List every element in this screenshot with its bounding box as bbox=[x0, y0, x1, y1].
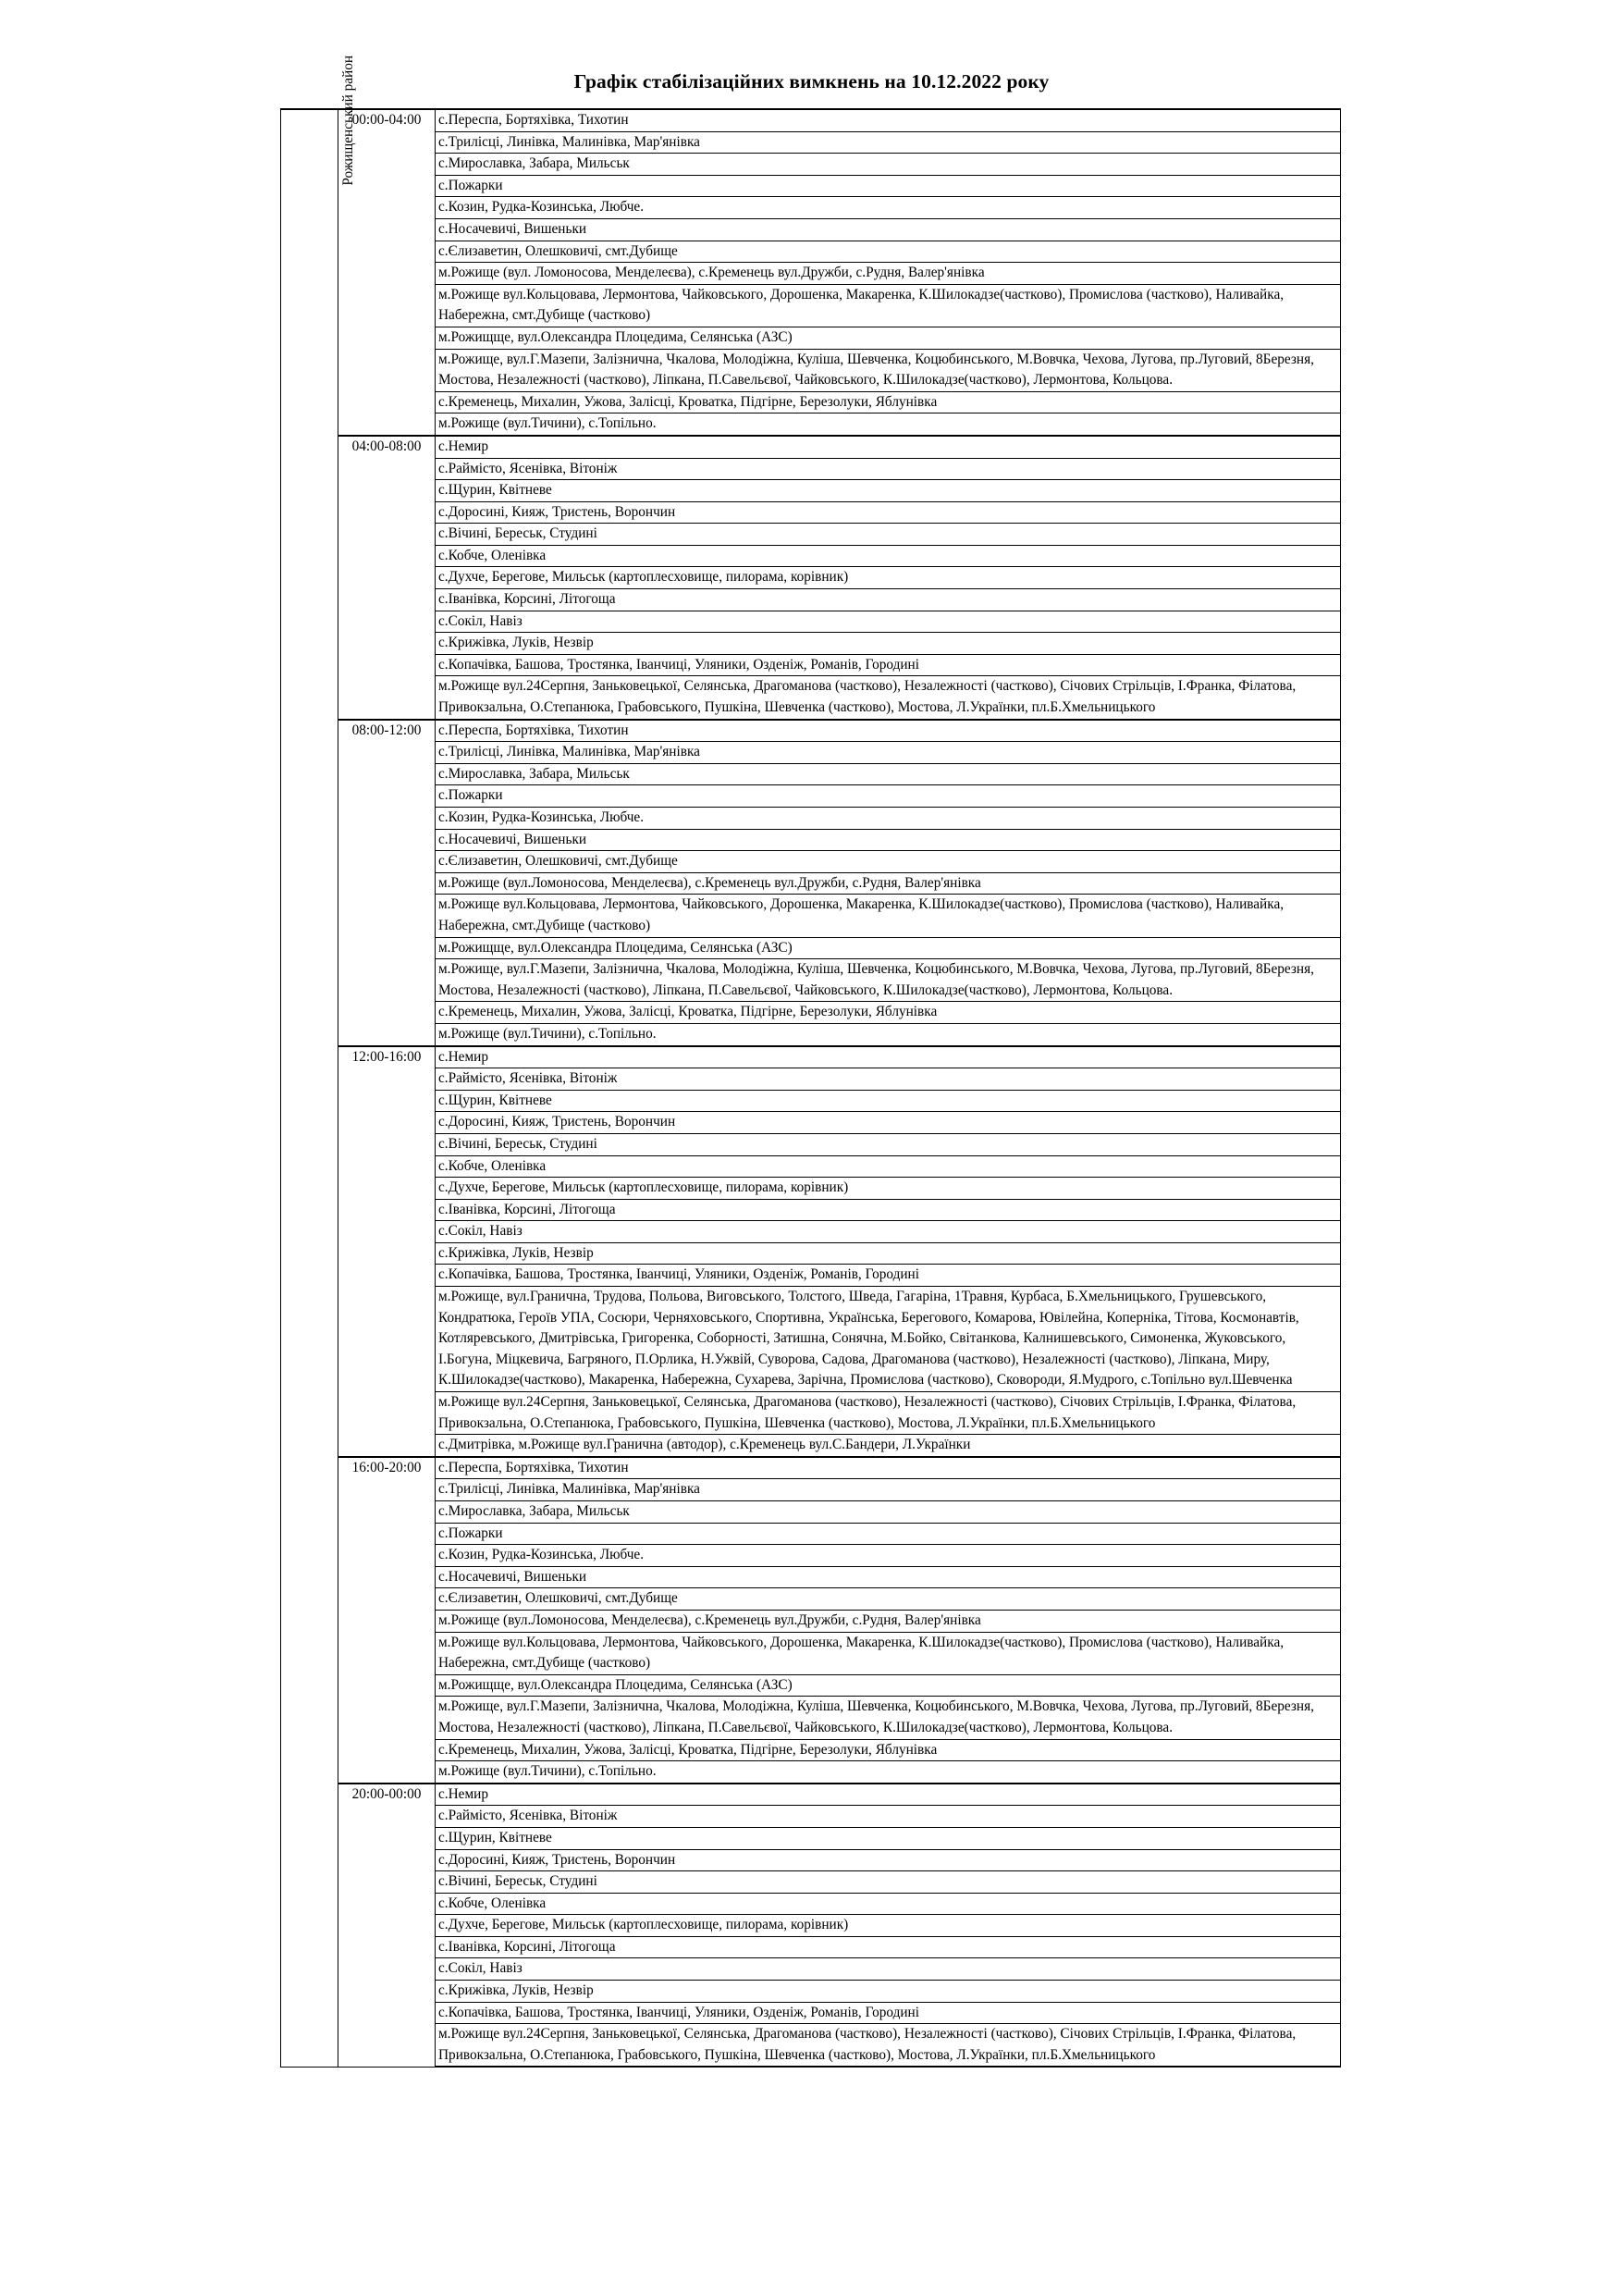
table-row bbox=[281, 720, 1341, 742]
locations-cell: с.Трилісці, Линівка, Малинівка, Мар'янівка bbox=[436, 742, 1341, 764]
table-row bbox=[281, 1435, 1341, 1457]
time-slot-cell: 08:00-12:00 bbox=[338, 720, 436, 1046]
table-row bbox=[281, 1068, 1341, 1091]
locations-cell: м.Рожище вул.Кольцовава, Лермонтова, Чайковського, Дорошенка, Макаренка, К.Шилокадзе(частково), Промислова (частково), Наливайка, Набережна, смт.Дубище (частково) bbox=[436, 1632, 1341, 1674]
locations-cell: с.Духче, Берегове, Мильськ (картоплесховище, пилорама, корівник) bbox=[436, 1178, 1341, 1200]
table-row bbox=[281, 480, 1341, 502]
locations-cell: м.Рожище вул.Кольцовава, Лермонтова, Чайковського, Дорошенка, Макаренка, К.Шилокадзе(частково), Промислова (частково), Наливайка, Набережна, смт.Дубище (частково) bbox=[436, 284, 1341, 327]
table-row bbox=[281, 895, 1341, 937]
locations-cell: с.Доросині, Кияж, Тристень, Ворончин bbox=[436, 1112, 1341, 1134]
locations-cell: с.Кременець, Михалин, Ужова, Залісці, Кроватка, Підгірне, Березолуки, Яблунівка bbox=[436, 1002, 1341, 1024]
time-slot-cell: 04:00-08:00 bbox=[338, 436, 436, 720]
locations-cell: с.Духче, Берегове, Мильськ (картоплесховище, пилорама, корівник) bbox=[436, 567, 1341, 589]
locations-cell: с.Сокіл, Навіз bbox=[436, 1221, 1341, 1243]
locations-cell: с.Раймісто, Ясенівка, Вітоніж bbox=[436, 1068, 1341, 1091]
table-row bbox=[281, 1178, 1341, 1200]
table-row bbox=[281, 349, 1341, 391]
table-row bbox=[281, 1133, 1341, 1155]
table-row bbox=[281, 2024, 1341, 2068]
table-row bbox=[281, 1761, 1341, 1784]
table-row bbox=[281, 1523, 1341, 1545]
locations-cell: с.Немир bbox=[436, 1046, 1341, 1068]
table-row bbox=[281, 414, 1341, 436]
table-row bbox=[281, 829, 1341, 851]
locations-cell: м.Рожище (вул.Ломоносова, Менделеєва), с.Кременець вул.Дружби, с.Рудня, Валер'янівка bbox=[436, 1610, 1341, 1632]
table-row bbox=[281, 109, 1341, 131]
locations-cell: с.Трилісці, Линівка, Малинівка, Мар'янівка bbox=[436, 1479, 1341, 1501]
locations-cell: с.Кременець, Михалин, Ужова, Залісці, Кроватка, Підгірне, Березолуки, Яблунівка bbox=[436, 1739, 1341, 1761]
locations-cell: с.Носачевичі, Вишеньки bbox=[436, 218, 1341, 241]
table-row bbox=[281, 218, 1341, 241]
locations-cell: с.Носачевичі, Вишеньки bbox=[436, 1566, 1341, 1588]
table-row bbox=[281, 1893, 1341, 1915]
table-row bbox=[281, 1827, 1341, 1849]
locations-cell: с.Іванівка, Корсині, Літогоща bbox=[436, 589, 1341, 611]
table-row bbox=[281, 1392, 1341, 1435]
locations-cell: м.Рожище, вул.Г.Мазепи, Залізнична, Чкалова, Молодіжна, Куліша, Шевченка, Коцюбинського, М.Вовчка, Чехова, Лугова, пр.Луговий, 8Березня, Мостова, Незалежності (частково), Ліпкана, П.Савельєвої, Чайковського, К.Шилокадзе(частково), Лермонтова, Кольцова. bbox=[436, 959, 1341, 1002]
table-row bbox=[281, 284, 1341, 327]
table-row bbox=[281, 1501, 1341, 1524]
locations-cell: с.Доросині, Кияж, Тристень, Ворончин bbox=[436, 501, 1341, 524]
table-row bbox=[281, 131, 1341, 154]
locations-cell: с.Єлизаветин, Олешковичі, смт.Дубище bbox=[436, 851, 1341, 873]
locations-cell: с.Сокіл, Навіз bbox=[436, 611, 1341, 633]
locations-cell: с.Носачевичі, Вишеньки bbox=[436, 829, 1341, 851]
locations-cell: с.Іванівка, Корсині, Літогоща bbox=[436, 1936, 1341, 1958]
table-row bbox=[281, 1287, 1341, 1392]
table-row bbox=[281, 1588, 1341, 1611]
table-row bbox=[281, 1632, 1341, 1674]
table-row bbox=[281, 611, 1341, 633]
locations-cell: с.Крижівка, Луків, Незвір bbox=[436, 1242, 1341, 1265]
table-row bbox=[281, 1221, 1341, 1243]
table-row bbox=[281, 1199, 1341, 1221]
table-row bbox=[281, 1806, 1341, 1828]
locations-cell: с.Трилісці, Линівка, Малинівка, Мар'янівка bbox=[436, 131, 1341, 154]
table-row bbox=[281, 567, 1341, 589]
locations-cell: с.Пожарки bbox=[436, 175, 1341, 197]
table-row bbox=[281, 1981, 1341, 2003]
table-row bbox=[281, 1871, 1341, 1894]
locations-cell: с.Козин, Рудка-Козинська, Любче. bbox=[436, 1545, 1341, 1567]
locations-cell: с.Єлизаветин, Олешковичі, смт.Дубище bbox=[436, 1588, 1341, 1611]
locations-cell: с.Щурин, Квітневе bbox=[436, 480, 1341, 502]
table-row bbox=[281, 937, 1341, 959]
table-row bbox=[281, 1936, 1341, 1958]
locations-cell: с.Доросині, Кияж, Тристень, Ворончин bbox=[436, 1849, 1341, 1871]
table-row bbox=[281, 197, 1341, 219]
table-row bbox=[281, 458, 1341, 480]
table-row bbox=[281, 391, 1341, 414]
time-slot-cell: 20:00-00:00 bbox=[338, 1784, 436, 2068]
locations-cell: с.Вічині, Береськ, Студині bbox=[436, 524, 1341, 546]
table-row bbox=[281, 1242, 1341, 1265]
locations-cell: с.Вічині, Береськ, Студині bbox=[436, 1871, 1341, 1894]
locations-cell: с.Копачівка, Башова, Тростянка, Іванчиці, Уляники, Озденіж, Романів, Городині bbox=[436, 654, 1341, 676]
table-row bbox=[281, 1958, 1341, 1981]
locations-cell: с.Щурин, Квітневе bbox=[436, 1827, 1341, 1849]
table-row bbox=[281, 763, 1341, 785]
locations-cell: м.Рожищще, вул.Олександра Плоцедима, Селянська (АЗС) bbox=[436, 327, 1341, 349]
district-cell bbox=[281, 55, 357, 2067]
table-row bbox=[281, 524, 1341, 546]
locations-cell: м.Рожище (вул.Тичини), с.Топільно. bbox=[436, 414, 1341, 436]
table-row bbox=[281, 589, 1341, 611]
locations-cell: м.Рожище, вул.Гранична, Трудова, Польова, Виговського, Толстого, Шведа, Гагаріна, 1Травня, Курбаса, Б.Хмельницького, Грушевського, Кондратюка, Героїв УПА, Сосюри, Черняховського, Спортивна, Українська, Берегового, Комарова, Ювілейна, Коперніка, Тітова, Космонавтів, Котляревського, Дмитрівська, Григоренка, Соборності, Затишна, Сонячна, М.Бойко, Світанкова, Калнишевського, Симоненка, Жуковського, І.Богуна, Міцкевича, Багряного, П.Орлика, Н.Ужвій, Суворова, Садова, Драгоманова (частково), Незалежності (частково), Ліпкана, Миру, К.Шилокадзе(частково), Макаренка, Набережна, Сухарева, Зарічна, Промислова (частково), Сковороди, Я.Мудрого, с.Топільно вул.Шевченка bbox=[436, 1287, 1341, 1392]
table-row bbox=[281, 742, 1341, 764]
locations-cell: м.Рожище, вул.Г.Мазепи, Залізнична, Чкалова, Молодіжна, Куліша, Шевченка, Коцюбинського, М.Вовчка, Чехова, Лугова, пр.Луговий, 8Березня, Мостова, Незалежності (частково), Ліпкана, П.Савельєвої, Чайковського, К.Шилокадзе(частково), Лермонтова, Кольцова. bbox=[436, 349, 1341, 391]
locations-cell: с.Переспа, Бортяхівка, Тихотин bbox=[436, 1457, 1341, 1479]
locations-cell: м.Рожище (вул.Ломоносова, Менделеєва), с.Кременець вул.Дружби, с.Рудня, Валер'янівка bbox=[436, 872, 1341, 895]
table-row bbox=[281, 241, 1341, 263]
table-row bbox=[281, 1457, 1341, 1479]
table-row bbox=[281, 327, 1341, 349]
table-row bbox=[281, 1849, 1341, 1871]
locations-cell: м.Рожище (вул.Тичини), с.Топільно. bbox=[436, 1023, 1341, 1045]
locations-cell: м.Рожищще, вул.Олександра Плоцедима, Селянська (АЗС) bbox=[436, 937, 1341, 959]
table-row bbox=[281, 654, 1341, 676]
table-row bbox=[281, 1023, 1341, 1045]
table-row bbox=[281, 1002, 1341, 1024]
locations-cell: с.Переспа, Бортяхівка, Тихотин bbox=[436, 109, 1341, 131]
locations-cell: с.Копачівка, Башова, Тростянка, Іванчиці, Уляники, Озденіж, Романів, Городині bbox=[436, 1265, 1341, 1287]
locations-cell: с.Сокіл, Навіз bbox=[436, 1958, 1341, 1981]
locations-cell: с.Крижівка, Луків, Незвір bbox=[436, 1981, 1341, 2003]
table-row bbox=[281, 1566, 1341, 1588]
table-row bbox=[281, 676, 1341, 720]
locations-cell: с.Іванівка, Корсині, Літогоща bbox=[436, 1199, 1341, 1221]
locations-cell: с.Кобче, Оленівка bbox=[436, 545, 1341, 567]
table-row bbox=[281, 1155, 1341, 1178]
locations-cell: м.Рожище вул.24Серпня, Заньковецької, Селянська, Драгоманова (частково), Незалежності (частково), Січових Стрільців, І.Франка, Філатова, Привокзальна, О.Степанюка, Грабовського, Пушкіна, Шевченка (частково), Мостова, Л.Українки, пл.Б.Хмельницького bbox=[436, 676, 1341, 720]
locations-cell: с.Пожарки bbox=[436, 785, 1341, 808]
locations-cell: с.Козин, Рудка-Козинська, Любче. bbox=[436, 197, 1341, 219]
table-row bbox=[281, 633, 1341, 655]
table-row bbox=[281, 1739, 1341, 1761]
table-row bbox=[281, 2002, 1341, 2024]
locations-cell: м.Рожище вул.24Серпня, Заньковецької, Селянська, Драгоманова (частково), Незалежності (частково), Січових Стрільців, І.Франка, Філатова, Привокзальна, О.Степанюка, Грабовського, Пушкіна, Шевченка (частково), Мостова, Л.Українки, пл.Б.Хмельницького bbox=[436, 2024, 1341, 2068]
locations-cell: с.Мирославка, Забара, Мильськ bbox=[436, 154, 1341, 176]
table-row bbox=[281, 872, 1341, 895]
locations-cell: с.Копачівка, Башова, Тростянка, Іванчиці, Уляники, Озденіж, Романів, Городині bbox=[436, 2002, 1341, 2024]
table-row bbox=[281, 1090, 1341, 1112]
locations-cell: с.Мирославка, Забара, Мильськ bbox=[436, 1501, 1341, 1524]
table-row bbox=[281, 1784, 1341, 1806]
locations-cell: м.Рожище вул.24Серпня, Заньковецької, Селянська, Драгоманова (частково), Незалежності (частково), Січових Стрільців, І.Франка, Філатова, Привокзальна, О.Степанюка, Грабовського, Пушкіна, Шевченка (частково), Мостова, Л.Українки, пл.Б.Хмельницького bbox=[436, 1392, 1341, 1435]
locations-cell: с.Раймісто, Ясенівка, Вітоніж bbox=[436, 1806, 1341, 1828]
page-title: Графік стабілізаційних вимкнень на 10.12.2022 року bbox=[573, 70, 1050, 93]
time-slot-cell: 16:00-20:00 bbox=[338, 1457, 436, 1784]
locations-cell: м.Рожище вул.Кольцовава, Лермонтова, Чайковського, Дорошенка, Макаренка, К.Шилокадзе(частково), Промислова (частково), Наливайка, Набережна, смт.Дубище (частково) bbox=[436, 895, 1341, 937]
table-row bbox=[281, 1610, 1341, 1632]
table-row bbox=[281, 1046, 1341, 1068]
time-slot-cell: 12:00-16:00 bbox=[338, 1046, 436, 1457]
locations-cell: с.Переспа, Бортяхівка, Тихотин bbox=[436, 720, 1341, 742]
time-slot-cell: 00:00-04:00 bbox=[338, 109, 436, 436]
locations-cell: с.Кременець, Михалин, Ужова, Залісці, Кроватка, Підгірне, Березолуки, Яблунівка bbox=[436, 391, 1341, 414]
table-row bbox=[281, 959, 1341, 1002]
locations-cell: с.Крижівка, Луків, Незвір bbox=[436, 633, 1341, 655]
table-row bbox=[281, 1265, 1341, 1287]
table-row bbox=[281, 1479, 1341, 1501]
locations-cell: с.Немир bbox=[436, 436, 1341, 458]
table-row bbox=[281, 851, 1341, 873]
locations-cell: с.Дмитрівка, м.Рожище вул.Гранична (автодор), с.Кременець вул.С.Бандери, Л.Українки bbox=[436, 1435, 1341, 1457]
table-row bbox=[281, 785, 1341, 808]
locations-cell: с.Щурин, Квітневе bbox=[436, 1090, 1341, 1112]
locations-cell: м.Рожищще, вул.Олександра Плоцедима, Селянська (АЗС) bbox=[436, 1674, 1341, 1697]
table-row bbox=[281, 154, 1341, 176]
table-row bbox=[281, 808, 1341, 830]
locations-cell: с.Пожарки bbox=[436, 1523, 1341, 1545]
locations-cell: с.Мирославка, Забара, Мильськ bbox=[436, 763, 1341, 785]
table-row bbox=[281, 263, 1341, 285]
locations-cell: с.Єлизаветин, Олешковичі, смт.Дубище bbox=[436, 241, 1341, 263]
table-row bbox=[281, 1112, 1341, 1134]
table-row bbox=[281, 501, 1341, 524]
district-label: Рожищенський район bbox=[340, 55, 357, 186]
table-row bbox=[281, 436, 1341, 458]
locations-cell: с.Козин, Рудка-Козинська, Любче. bbox=[436, 808, 1341, 830]
locations-cell: с.Немир bbox=[436, 1784, 1341, 1806]
table-row bbox=[281, 1545, 1341, 1567]
table-row bbox=[281, 545, 1341, 567]
locations-cell: м.Рожище (вул.Тичини), с.Топільно. bbox=[436, 1761, 1341, 1784]
table-row bbox=[281, 175, 1341, 197]
locations-cell: с.Кобче, Оленівка bbox=[436, 1155, 1341, 1178]
locations-cell: м.Рожище, вул.Г.Мазепи, Залізнична, Чкалова, Молодіжна, Куліша, Шевченка, Коцюбинського, М.Вовчка, Чехова, Лугова, пр.Луговий, 8Березня, Мостова, Незалежності (частково), Ліпкана, П.Савельєвої, Чайковського, К.Шилокадзе(частково), Лермонтова, Кольцова. bbox=[436, 1697, 1341, 1739]
locations-cell: с.Раймісто, Ясенівка, Вітоніж bbox=[436, 458, 1341, 480]
locations-cell: с.Вічині, Береськ, Студині bbox=[436, 1133, 1341, 1155]
table-row bbox=[281, 1674, 1341, 1697]
table-row bbox=[281, 1915, 1341, 1937]
table-row bbox=[281, 1697, 1341, 1739]
locations-cell: с.Духче, Берегове, Мильськ (картоплесховище, пилорама, корівник) bbox=[436, 1915, 1341, 1937]
locations-cell: с.Кобче, Оленівка bbox=[436, 1893, 1341, 1915]
locations-cell: м.Рожище (вул. Ломоносова, Менделеєва), с.Кременець вул.Дружби, с.Рудня, Валер'янівка bbox=[436, 263, 1341, 285]
